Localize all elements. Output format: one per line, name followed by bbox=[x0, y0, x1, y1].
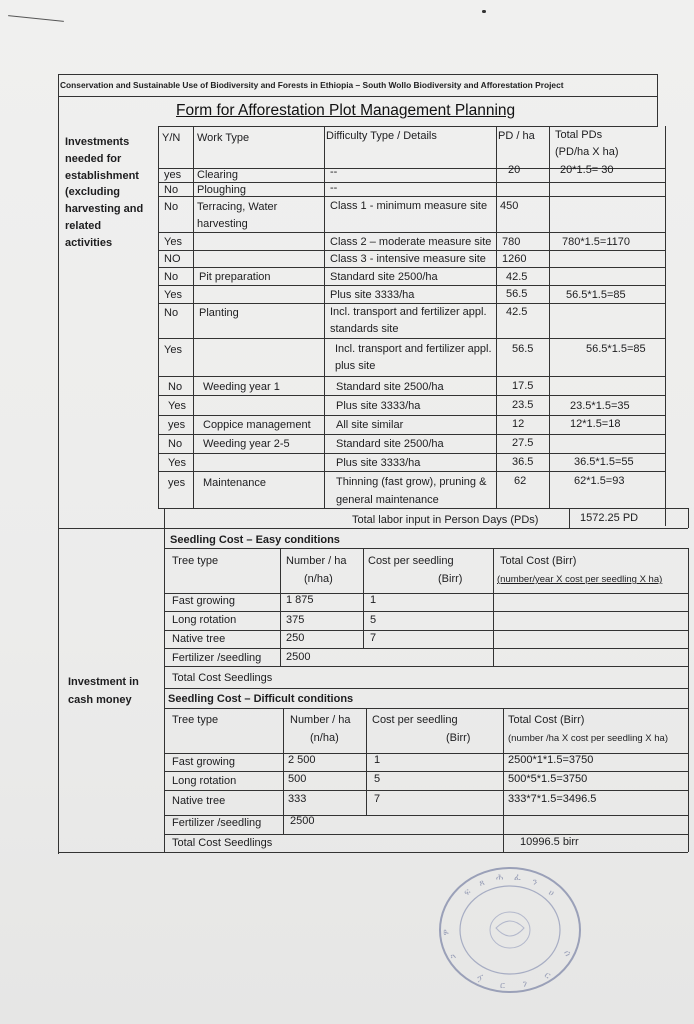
easy-number: 250 bbox=[286, 632, 305, 644]
row-total: 62*1.5=93 bbox=[574, 475, 625, 487]
total-labor-value: 1572.25 PD bbox=[580, 512, 639, 524]
row-detail: -- bbox=[330, 182, 338, 194]
row-yn: No bbox=[168, 381, 183, 393]
row-detail: Standard site 2500/ha bbox=[336, 438, 444, 450]
difficult-tree: Fast growing bbox=[172, 756, 235, 768]
difficult-col-cost: Cost per seedling bbox=[372, 714, 458, 726]
row-pd: 42.5 bbox=[506, 306, 528, 318]
easy-cost: 7 bbox=[370, 632, 377, 644]
row-pd: 17.5 bbox=[512, 380, 534, 392]
difficult-total: 500*5*1.5=3750 bbox=[508, 773, 588, 785]
easy-title: Seedling Cost – Easy conditions bbox=[170, 534, 340, 546]
row-yn: Yes bbox=[168, 400, 186, 412]
difficult-total-label: Total Cost Seedlings bbox=[172, 837, 273, 849]
row-detail: Class 2 – moderate measure site bbox=[330, 236, 492, 248]
difficult-number: 2500 bbox=[290, 815, 315, 827]
row-pd: 20 bbox=[508, 164, 521, 176]
difficult-col-cost-unit: (Birr) bbox=[446, 732, 471, 744]
svg-text:ፈ: ፈ bbox=[514, 872, 521, 882]
row-detail: -- bbox=[330, 166, 338, 178]
col-pd-ha: PD / ha bbox=[498, 130, 535, 142]
svg-text:ሰ: ሰ bbox=[562, 948, 574, 958]
easy-cost: 5 bbox=[370, 614, 377, 626]
row-pd: 56.5 bbox=[506, 288, 528, 300]
row-work-cont: harvesting bbox=[197, 218, 248, 230]
easy-tree: Long rotation bbox=[172, 614, 237, 626]
row-detail: Incl. transport and fertilizer appl. bbox=[330, 306, 487, 318]
row-work: Coppice management bbox=[203, 419, 311, 431]
row-total: 56.5*1.5=85 bbox=[566, 289, 626, 301]
row-detail: All site similar bbox=[336, 419, 404, 431]
row-yn: yes bbox=[168, 419, 186, 431]
ink-dot bbox=[482, 10, 486, 13]
row-detail: Standard site 2500/ha bbox=[330, 271, 438, 283]
difficult-number: 2 500 bbox=[288, 754, 316, 766]
row-total: 56.5*1.5=85 bbox=[586, 343, 646, 355]
row-total: 20*1.5= 30 bbox=[560, 164, 614, 176]
difficult-col-total-formula: (number /ha X cost per seedling X ha) bbox=[508, 733, 669, 744]
row-pd: 42.5 bbox=[506, 271, 528, 283]
svg-text:ፓ: ፓ bbox=[475, 972, 486, 984]
difficult-total: 2500*1*1.5=3750 bbox=[508, 754, 594, 766]
svg-text:ገ: ገ bbox=[521, 978, 529, 989]
row-yn: yes bbox=[168, 477, 186, 489]
row-detail: Class 3 - intensive measure site bbox=[330, 253, 486, 265]
row-total: 23.5*1.5=35 bbox=[570, 400, 630, 412]
easy-col-number-unit: (n/ha) bbox=[304, 573, 333, 585]
difficult-col-tree: Tree type bbox=[172, 714, 219, 726]
easy-col-number: Number / ha bbox=[286, 555, 347, 567]
svg-text:ጸ: ጸ bbox=[477, 876, 486, 888]
row-yn: No bbox=[164, 271, 179, 283]
row-work: Ploughing bbox=[197, 184, 246, 196]
difficult-col-number-unit: (n/ha) bbox=[310, 732, 339, 744]
row-total: 780*1.5=1170 bbox=[562, 236, 631, 248]
easy-col-cost: Cost per seedling bbox=[368, 555, 454, 567]
difficult-tree: Long rotation bbox=[172, 775, 237, 787]
row-total: 12*1.5=18 bbox=[570, 418, 621, 430]
row-yn: No bbox=[164, 184, 179, 196]
row-pd: 27.5 bbox=[512, 437, 534, 449]
row-work: Pit preparation bbox=[199, 271, 271, 283]
svg-text:ሕ: ሕ bbox=[496, 872, 504, 882]
svg-text:ን: ን bbox=[531, 876, 539, 888]
difficult-number: 500 bbox=[288, 773, 307, 785]
easy-tree: Fertilizer /seedling bbox=[172, 652, 262, 664]
col-difficulty: Difficulty Type / Details bbox=[326, 130, 437, 142]
row-detail: Plus site 3333/ha bbox=[336, 400, 421, 412]
difficult-col-total: Total Cost (Birr) bbox=[508, 714, 585, 726]
row-work: Planting bbox=[199, 307, 239, 319]
row-pd: 62 bbox=[514, 475, 527, 487]
row-pd: 780 bbox=[502, 236, 521, 248]
row-yn: No bbox=[168, 438, 183, 450]
svg-text:ር: ር bbox=[542, 969, 553, 981]
row-detail-cont: standards site bbox=[330, 323, 399, 335]
row-pd: 56.5 bbox=[512, 343, 534, 355]
easy-col-total-formula: (number/year X cost per seedling X ha) bbox=[497, 574, 663, 585]
svg-text:ጎ: ጎ bbox=[447, 951, 459, 962]
row-detail-cont: plus site bbox=[335, 360, 376, 372]
row-pd: 12 bbox=[512, 418, 525, 430]
easy-total-label: Total Cost Seedlings bbox=[172, 672, 273, 684]
col-total-pds: Total PDs bbox=[555, 129, 603, 141]
total-labor-label: Total labor input in Person Days (PDs) bbox=[352, 514, 539, 526]
easy-number: 1 875 bbox=[286, 594, 314, 606]
row-work: Clearing bbox=[197, 169, 238, 181]
row-work: Weeding year 1 bbox=[203, 381, 280, 393]
row-work: Weeding year 2-5 bbox=[203, 438, 290, 450]
row-work: Terracing, Water bbox=[197, 201, 278, 213]
col-yn: Y/N bbox=[162, 132, 181, 144]
row-total: 36.5*1.5=55 bbox=[574, 456, 634, 468]
row-work: Maintenance bbox=[203, 477, 266, 489]
easy-tree: Native tree bbox=[172, 633, 226, 645]
difficult-cost: 5 bbox=[374, 773, 381, 785]
row-detail: Class 1 - minimum measure site bbox=[330, 200, 488, 212]
row-yn: NO bbox=[164, 253, 181, 265]
row-yn: Yes bbox=[164, 344, 182, 356]
difficult-tree: Fertilizer /seedling bbox=[172, 817, 262, 829]
svg-text:ፍ: ፍ bbox=[462, 886, 473, 898]
easy-cost: 1 bbox=[370, 594, 377, 606]
col-work-type: Work Type bbox=[197, 132, 250, 144]
easy-col-tree: Tree type bbox=[172, 555, 219, 567]
row-yn: Yes bbox=[164, 236, 182, 248]
form-title: Form for Afforestation Plot Management Planning bbox=[176, 102, 516, 119]
row-detail: Thinning (fast grow), pruning & bbox=[336, 476, 487, 488]
row-pd: 36.5 bbox=[512, 456, 534, 468]
row-pd: 450 bbox=[500, 200, 519, 212]
easy-col-total: Total Cost (Birr) bbox=[500, 555, 577, 567]
svg-text:ዋ: ዋ bbox=[440, 928, 452, 937]
col-total-pds-formula: (PD/ha X ha) bbox=[555, 146, 619, 158]
difficult-number: 333 bbox=[288, 793, 307, 805]
row-yn: yes bbox=[164, 169, 182, 181]
official-stamp bbox=[434, 866, 584, 996]
row-pd: 1260 bbox=[502, 253, 527, 265]
row-detail: Plus site 3333/ha bbox=[330, 289, 415, 301]
easy-col-cost-unit: (Birr) bbox=[438, 573, 463, 585]
difficult-title: Seedling Cost – Difficult conditions bbox=[168, 693, 354, 705]
row-detail: Standard site 2500/ha bbox=[336, 381, 444, 393]
svg-text:ር: ር bbox=[500, 980, 505, 990]
row-pd: 23.5 bbox=[512, 399, 534, 411]
row-yn: No bbox=[164, 201, 179, 213]
difficult-col-number: Number / ha bbox=[290, 714, 351, 726]
difficult-cost: 7 bbox=[374, 793, 381, 805]
easy-tree: Fast growing bbox=[172, 595, 235, 607]
row-detail-cont: general maintenance bbox=[336, 494, 439, 506]
row-detail: Incl. transport and fertilizer appl. bbox=[335, 343, 492, 355]
row-yn: Yes bbox=[164, 289, 182, 301]
difficult-tree: Native tree bbox=[172, 795, 226, 807]
easy-number: 375 bbox=[286, 614, 305, 626]
easy-number: 2500 bbox=[286, 651, 311, 663]
row-yn: No bbox=[164, 307, 179, 319]
row-yn: Yes bbox=[168, 457, 186, 469]
difficult-total: 333*7*1.5=3496.5 bbox=[508, 793, 597, 805]
svg-text:ሀ: ሀ bbox=[547, 887, 557, 899]
project-header: Conservation and Sustainable Use of Biodiversity and Forests in Ethiopia – South Wollo Biodiversity and Afforestation Project bbox=[60, 80, 564, 90]
row-detail: Plus site 3333/ha bbox=[336, 457, 421, 469]
difficult-cost: 1 bbox=[374, 754, 381, 766]
difficult-total-value: 10996.5 birr bbox=[520, 836, 579, 848]
